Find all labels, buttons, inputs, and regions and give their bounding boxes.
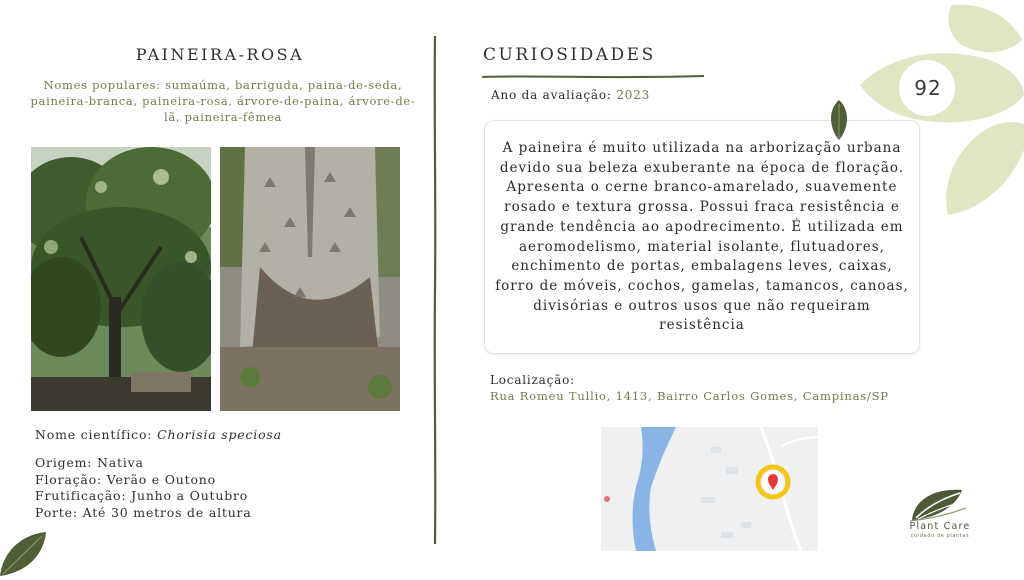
fact-origin: Origem: Nativa xyxy=(35,455,144,470)
scientific-label: Nome científico: xyxy=(35,427,153,442)
location-map[interactable] xyxy=(601,427,818,551)
scientific-name-line xyxy=(35,427,282,442)
fact-flowering: Floração: Verão e Outono xyxy=(35,471,216,487)
curiosities-box xyxy=(484,120,920,354)
location-address: Rua Romeu Tullio, 1413, Bairro Carlos Gomes, Campinas/SP xyxy=(490,389,889,403)
trunk-photo xyxy=(220,147,400,411)
species-title: PAINEIRA-ROSA xyxy=(135,45,305,64)
curiosities-title: CURIOSIDADES xyxy=(483,45,656,65)
leaf-icon xyxy=(828,100,850,140)
fact-size: Porte: Até 30 metros de altura xyxy=(35,505,252,521)
scientific-name: Chorisia speciosa xyxy=(157,427,282,442)
fact-fruiting: Frutificação: Junho a Outubro xyxy=(35,488,249,504)
title-underline xyxy=(482,66,704,74)
page-number-badge: 92 xyxy=(914,76,942,100)
plant-facts xyxy=(35,455,252,522)
decorative-leaf-bottom-left xyxy=(0,530,48,576)
decorative-leaves-top-right xyxy=(860,0,1024,220)
column-divider xyxy=(430,36,440,544)
tree-photo xyxy=(31,147,211,411)
evaluation-year xyxy=(491,88,650,102)
curiosities-text: A paineira é muito utilizada na arborização urbana devido sua beleza exuberante na época de floração. Apresenta o cerne branco-amarelado, suavemente rosado e textura grossa. Possui fraca resistência e grande tendência ao apodrecimento. É utilizada em aeromodelismo, material isolante, flutuadores, enchimento de portas, embalagens leves, caixas, forro de móveis, cochos, gamelas, tamancos, canoas, divisórias e outros usos que não requeiram resistência xyxy=(495,140,909,334)
eval-label: Ano da avaliação: xyxy=(491,88,612,102)
logo-name: Plant Care xyxy=(909,521,971,532)
logo-subtitle: cuidado de plantas xyxy=(910,533,970,539)
popular-names: Nomes populares: sumaúma, barriguda, paina-de-seda, paineira-branca, paineira-rosa, árvore-de-paina, árvore-de-lã, paineira-fêmea xyxy=(30,78,416,124)
eval-year-value: 2023 xyxy=(616,88,651,102)
location-label: Localização: xyxy=(490,373,575,387)
